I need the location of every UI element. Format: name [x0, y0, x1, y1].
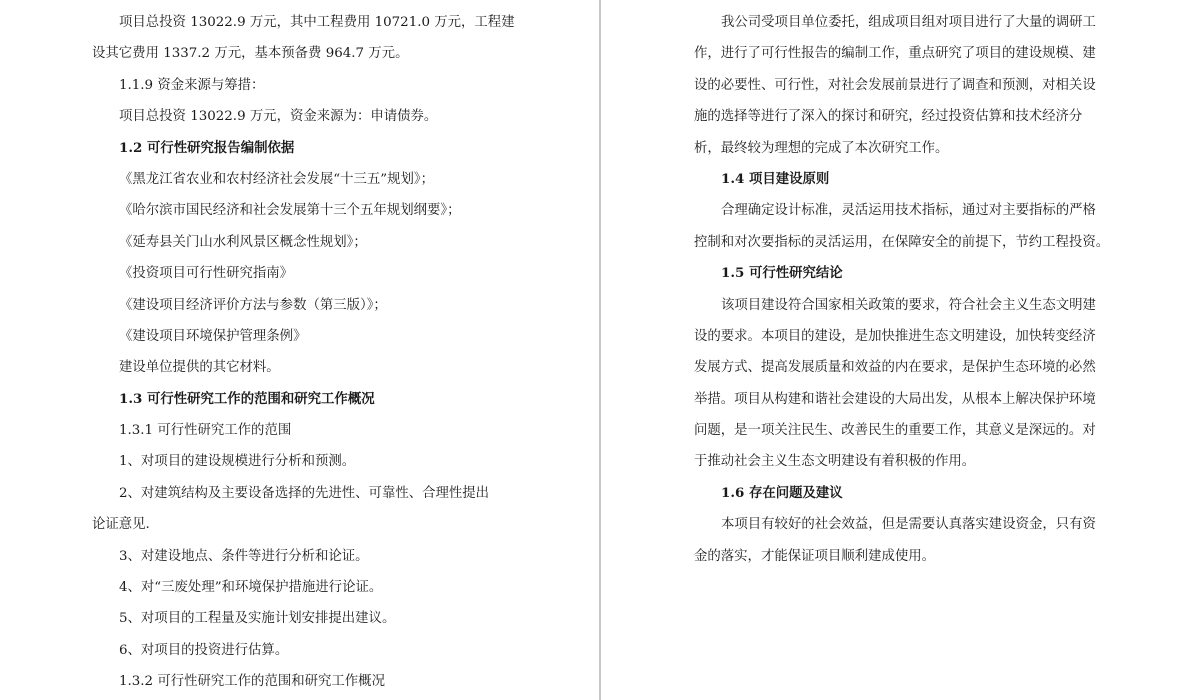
text-line: 《建设项目环境保护管理条例》	[119, 328, 307, 344]
text-line: 《延寿县关门山水利风景区概念性规划》；	[119, 234, 367, 250]
text-line: 6、对项目的投资进行估算。	[119, 642, 289, 658]
section-heading: 1.6 存在问题及建议	[721, 484, 843, 501]
text-line: 本项目有较好的社会效益，但是需要认真落实建设资金，只有资	[721, 517, 1096, 533]
text-line: 施的选择等进行了深入的探讨和研究，经过投资估算和技术经济分	[694, 109, 1083, 125]
section-heading: 1.5 可行性研究结论	[721, 265, 843, 282]
text-line: 设的要求。本项目的建设，是加快推进生态文明建设，加快转变经济	[694, 328, 1096, 344]
text-line: 项目总投资 13022.9 万元，资金来源为：申请债券。	[119, 109, 438, 125]
text-line: 1.3.1 可行性研究工作的范围	[119, 423, 292, 439]
text-line: 设的必要性、可行性，对社会发展前景进行了调查和预测，对相关设	[694, 77, 1096, 93]
text-line: 我公司受项目单位委托，组成项目组对项目进行了大量的调研工	[721, 15, 1096, 30]
text-line: 论证意见.	[92, 517, 150, 533]
section-heading: 1.3 可行性研究工作的范围和研究工作概况	[119, 390, 375, 407]
text-line: 《哈尔滨市国民经济和社会发展第十三个五年规划纲要》；	[119, 203, 461, 219]
text-line: 控制和对次要指标的灵活运用，在保障安全的前提下，节约工程投资。	[694, 234, 1110, 250]
text-line: 举措。项目从构建和谐社会建设的大局出发，从根本上解决保护环境	[694, 391, 1096, 407]
text-line: 《投资项目可行性研究指南》	[119, 266, 294, 282]
text-line: 3、对建设地点、条件等进行分析和论证。	[119, 548, 369, 564]
text-line: 该项目建设符合国家相关政策的要求，符合社会主义生态文明建	[721, 297, 1096, 313]
text-line: 问题，是一项关注民生、改善民生的重要工作，其意义是深远的。对	[694, 423, 1096, 439]
text-line: 析，最终较为理想的完成了本次研究工作。	[694, 140, 949, 156]
text-line: 《建设项目经济评价方法与参数（第三版）》；	[119, 297, 387, 313]
text-line: 4、对“三废处理”和环境保护措施进行论证。	[119, 580, 383, 596]
text-line: 5、对项目的工程量及实施计划安排提出建议。	[119, 611, 396, 627]
text-line: 1.3.2 可行性研究工作的范围和研究工作概况	[119, 674, 385, 690]
text-line: 1.1.9 资金来源与筹措：	[119, 77, 265, 93]
text-line: 发展方式、提高发展质量和效益的内在要求，是保护生态环境的必然	[694, 360, 1096, 376]
text-line: 金的落实，才能保证项目顺利建成使用。	[694, 548, 936, 564]
section-heading: 1.2 可行性研究报告编制依据	[119, 139, 295, 156]
right-page	[601, 0, 1200, 700]
text-line: 项目总投资 13022.9 万元，其中工程费用 10721.0 万元，工程建	[119, 15, 515, 30]
section-heading: 1.4 项目建设原则	[721, 170, 830, 187]
text-line: 1、对项目的建设规模进行分析和预测。	[119, 454, 356, 470]
text-line: 于推动社会主义生态文明建设有着积极的作用。	[694, 454, 976, 470]
text-line: 设其它费用 1337.2 万元，基本预备费 964.7 万元。	[92, 46, 409, 62]
text-line: 合理确定设计标准，灵活运用技术指标，通过对主要指标的严格	[721, 203, 1096, 219]
text-line: 作，进行了可行性报告的编制工作，重点研究了项目的建设规模、建	[694, 46, 1096, 62]
text-line: 建设单位提供的其它材料。	[119, 360, 280, 376]
text-line: 2、对建筑结构及主要设备选择的先进性、可靠性、合理性提出	[119, 485, 490, 501]
text-line: 《黑龙江省农业和农村经济社会发展“十三五”规划》；	[119, 171, 434, 187]
